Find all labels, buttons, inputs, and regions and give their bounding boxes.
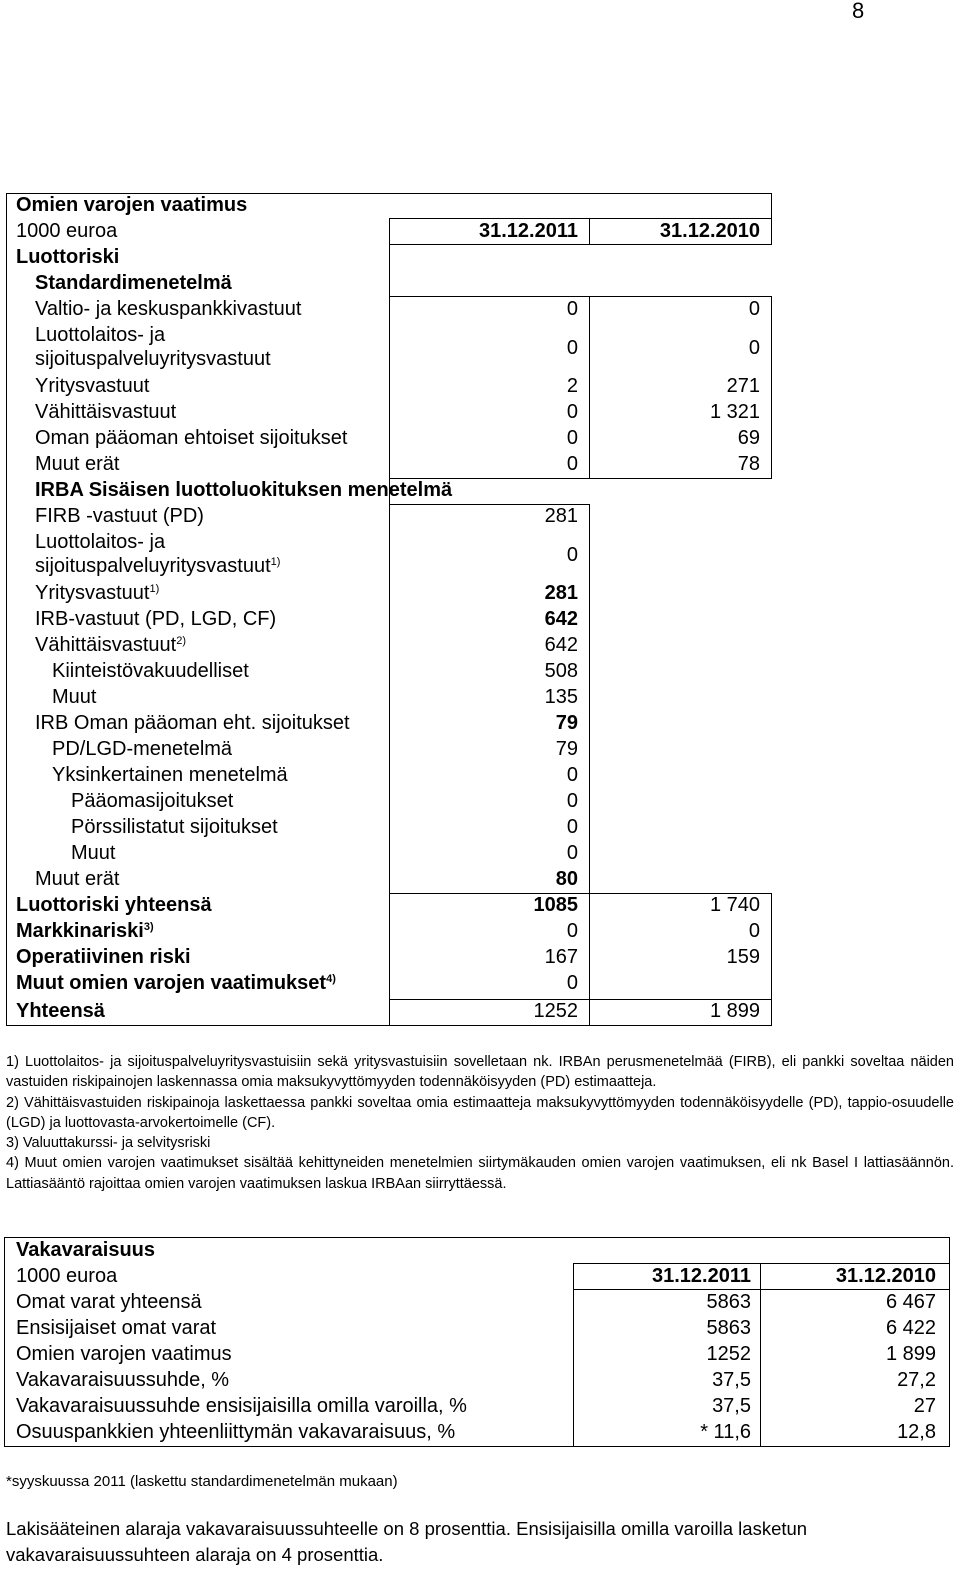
- col-header-2011: 31.12.2011: [652, 1265, 751, 1287]
- row-value-2011: 0: [566, 842, 578, 864]
- footnote-ref: 1): [270, 556, 281, 568]
- row-value-2011: 2: [566, 375, 578, 397]
- row-label: Oman pääoman ehtoiset sijoitukset: [35, 427, 348, 449]
- row-label: Vakavaraisuussuhde ensisijaisilla omilla varoilla, %: [16, 1395, 467, 1417]
- row-value-2010: 271: [726, 375, 760, 397]
- row-value-2010: 12,8: [897, 1421, 936, 1443]
- row-value-2011: 1252: [706, 1343, 751, 1365]
- row-value-2010: 159: [726, 946, 760, 968]
- solvency-table: [4, 1237, 950, 1447]
- row-value-2011: 281: [544, 582, 578, 604]
- row-value-2010: 27: [913, 1395, 936, 1417]
- row-label: Muut: [52, 686, 97, 708]
- row-label: Yksinkertainen menetelmä: [52, 764, 288, 786]
- row-label-total: Yhteensä: [16, 1000, 105, 1022]
- row-label: Vähittäisvastuut$^{2)}$: [35, 634, 186, 656]
- row-value-2010: 1 321: [709, 401, 760, 423]
- row-value-2010: 6 422: [885, 1317, 936, 1339]
- row-label: Muut erät: [35, 868, 120, 890]
- row-label-other-requirements: Muut omien varojen vaatimukset$^{4)}$: [16, 972, 336, 994]
- row-label: PD/LGD-menetelmä: [52, 738, 233, 760]
- row-value-2011: 281: [544, 505, 578, 527]
- row-value-2011: 0: [566, 920, 578, 942]
- row-label: FIRB -vastuut (PD): [35, 505, 204, 527]
- row-value-2011: 0: [566, 337, 578, 359]
- unit-label: 1000 euroa: [16, 220, 118, 242]
- footnote-2: 2) Vähittäisvastuiden riskipainoja laskettaessa pankki soveltaa omia estimaatteja maksukyvyttömyyden todennäköisyydelle (PD), tappio-osuudelle (LGD) ja luottovasta-arvokertoimelle (CF).: [6, 1094, 954, 1131]
- row-label: IRB Oman pääoman eht. sijoitukset: [35, 712, 350, 734]
- row-value-2010: 78: [737, 453, 760, 475]
- row-label: Pörssilistatut sijoitukset: [71, 816, 278, 838]
- row-value-2010: 1 899: [709, 1000, 760, 1022]
- section-credit-risk: Luottoriski: [16, 246, 120, 268]
- row-value-2011: 1252: [533, 1000, 578, 1022]
- row-label: Omien varojen vaatimus: [16, 1343, 232, 1365]
- row-value-2011: 37,5: [712, 1369, 751, 1391]
- footnote-3: 3) Valuuttakurssi- ja selvitysriski: [6, 1135, 211, 1152]
- row-value-2011: 0: [566, 453, 578, 475]
- closing-paragraph: Lakisääteinen alaraja vakavaraisuussuhteelle on 8 prosenttia. Ensisijaisilla omilla varoilla lasketun vakavaraisuussuhteen alaraja on 4 prosenttia.: [6, 1518, 808, 1565]
- row-value-2011: 0: [566, 298, 578, 320]
- row-value-2011: 642: [544, 608, 578, 630]
- row-label: Kiinteistövakuudelliset: [52, 660, 249, 682]
- row-value-2010: 6 467: [885, 1291, 936, 1313]
- row-value-2010: 0: [748, 337, 760, 359]
- row-label: Osuuspankkien yhteenliittymän vakavaraisuus, %: [16, 1421, 456, 1443]
- row-value-2011: 5863: [706, 1317, 751, 1339]
- row-label-credit-total: Luottoriski yhteensä: [16, 894, 212, 916]
- row-label: Yritysvastuut$^{1)}$: [35, 582, 160, 604]
- asterisk-note: *syyskuussa 2011 (laskettu standardimenetelmän mukaan): [6, 1473, 398, 1490]
- row-value-2010: 1 740: [709, 894, 760, 916]
- row-value-2011: 5863: [706, 1291, 751, 1313]
- row-label: IRB-vastuut (PD, LGD, CF): [35, 608, 277, 630]
- row-value-2011: 1085: [533, 894, 578, 916]
- col-header-2011: 31.12.2011: [479, 220, 578, 242]
- row-value-2011: 508: [544, 660, 578, 682]
- row-value-2010: 0: [748, 920, 760, 942]
- col-header-2010: 31.12.2010: [659, 220, 760, 242]
- row-value-2011: 0: [566, 427, 578, 449]
- footnote-ref: 4): [326, 973, 336, 985]
- capital-requirement-table: [6, 193, 772, 1026]
- row-value-2011: 0: [566, 764, 578, 786]
- row-label: Pääomasijoitukset: [71, 790, 234, 812]
- row-value-2011: 167: [544, 946, 578, 968]
- footnote-ref: 3): [143, 921, 154, 933]
- row-label-market-risk: Markkinariski$^{3)}$: [16, 920, 154, 942]
- row-label-line2: sijoituspalveluyritysvastuut$^{1)}$: [35, 555, 281, 577]
- table-title: Omien varojen vaatimus: [16, 194, 248, 216]
- row-value-2011: 0: [566, 972, 578, 994]
- row-value-2011: 642: [544, 634, 578, 656]
- row-label: Vakavaraisuussuhde, %: [16, 1369, 230, 1391]
- table-title: Vakavaraisuus: [16, 1239, 155, 1261]
- row-value-2010: 27,2: [897, 1369, 936, 1391]
- row-label-line1: Luottolaitos- ja: [35, 324, 166, 346]
- row-label: Muut: [71, 842, 116, 864]
- row-label: Yritysvastuut: [35, 375, 150, 397]
- row-value-2010: 69: [737, 427, 760, 449]
- row-value-2010: 1 899: [885, 1343, 936, 1365]
- row-label: Muut erät: [35, 453, 120, 475]
- footnote-ref: 2): [176, 635, 186, 647]
- row-value-2010: 0: [748, 298, 760, 320]
- row-value-2011: 0: [566, 544, 578, 566]
- row-value-2011: 80: [555, 868, 578, 890]
- row-label: Valtio- ja keskuspankkivastuut: [35, 298, 302, 320]
- footnote-1: 1) Luottolaitos- ja sijoituspalveluyritysvastuisiin sekä yritysvastuisiin sovelletaan nk. IRBAn perusmenetelmää (FIRB), eli pankki soveltaa näiden vastuiden riskipainojen laskennassa omia maksukyvyttömyyden todennäköisyyden (PD) estimaatteja.: [6, 1054, 954, 1091]
- unit-label: 1000 euroa: [16, 1265, 118, 1287]
- row-label-operational-risk: Operatiivinen riski: [16, 946, 191, 968]
- row-value-2011: 79: [555, 712, 578, 734]
- page-number: 8: [852, 0, 865, 23]
- row-value-2011: 79: [555, 738, 578, 760]
- row-label: Ensisijaiset omat varat: [16, 1317, 217, 1339]
- row-label-line1: Luottolaitos- ja: [35, 531, 166, 553]
- row-label: Omat varat yhteensä: [16, 1291, 202, 1313]
- col-header-2010: 31.12.2010: [835, 1265, 936, 1287]
- section-standard-method: Standardimenetelmä: [35, 272, 232, 294]
- footnote-4: 4) Muut omien varojen vaatimukset sisältää kehittyneiden menetelmien siirtymäkauden omien varojen vaatimuksen, eli nk Basel I lattiasäännön. Lattiasääntö rajoittaa omien varojen vaatimuksen laskua IRBAan siirryttäessä.: [6, 1155, 954, 1192]
- footnote-ref: 1): [149, 583, 160, 595]
- row-label-line2: sijoituspalveluyritysvastuut: [35, 348, 271, 370]
- section-irba: IRBA Sisäisen luottoluokituksen menetelmä: [35, 479, 453, 501]
- row-value-2011: 0: [566, 790, 578, 812]
- row-value-2011: 0: [566, 816, 578, 838]
- row-value-2011: 0: [566, 401, 578, 423]
- row-value-2011: * 11,6: [700, 1421, 751, 1443]
- row-value-2011: 135: [544, 686, 578, 708]
- row-label: Vähittäisvastuut: [35, 401, 177, 423]
- footnotes: [6, 1052, 954, 1194]
- row-value-2011: 37,5: [712, 1395, 751, 1417]
